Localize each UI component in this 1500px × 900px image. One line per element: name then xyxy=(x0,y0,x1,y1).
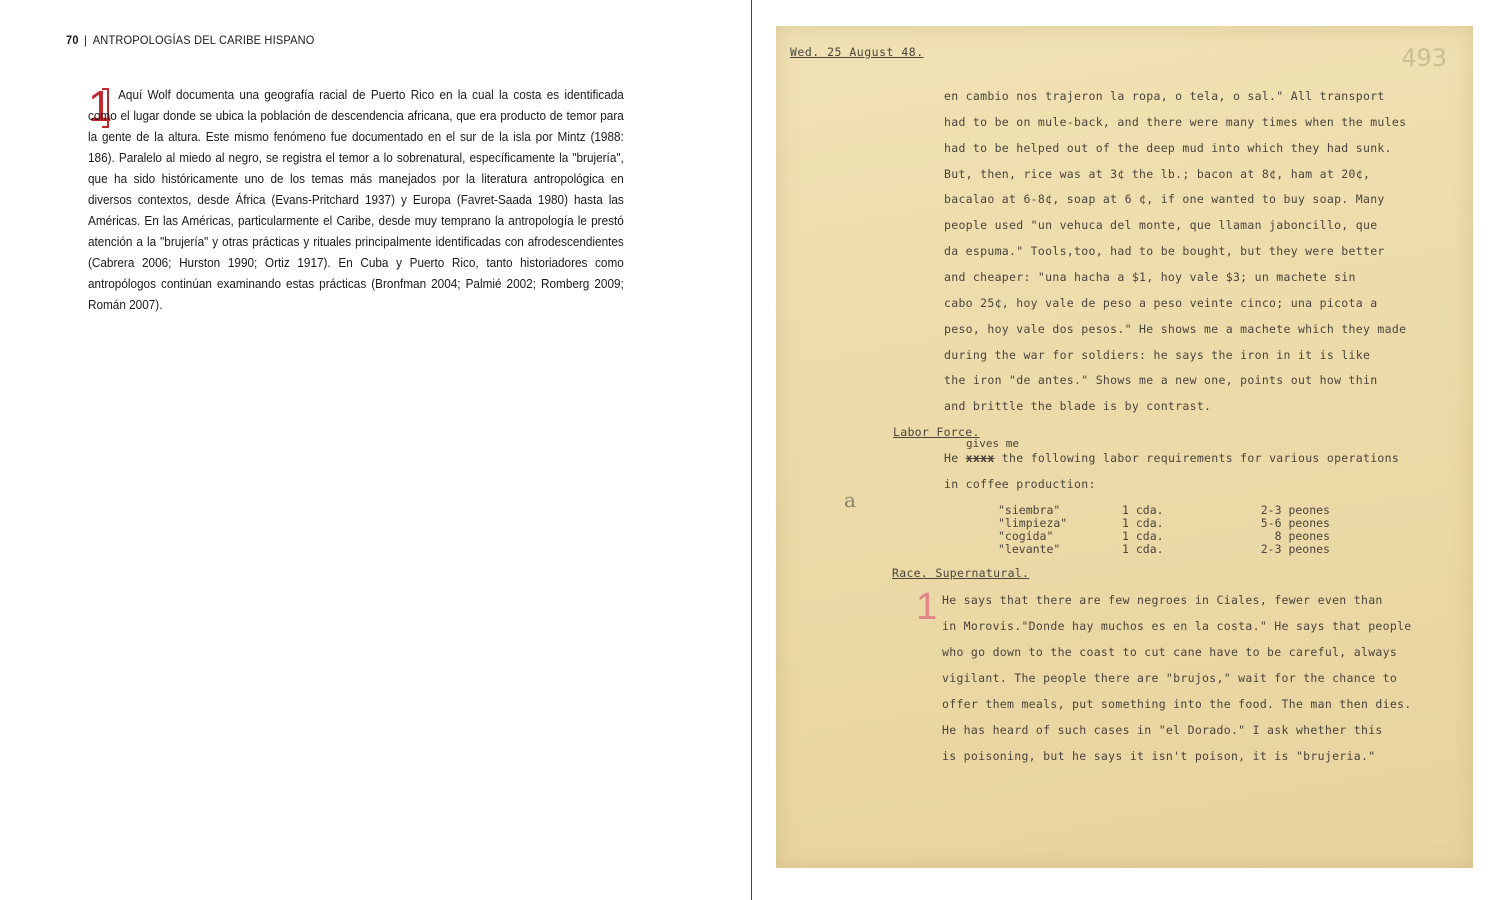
table-row: "levante" 1 cda. 2-3 peones xyxy=(998,542,1330,556)
text-line: in Morovis."Donde hay muchos es en la costa." He says that people xyxy=(942,619,1412,633)
text-line: had to be helped out of the deep mud into which they had sunk. xyxy=(944,141,1392,155)
text-line: bacalao at 6-8¢, soap at 6 ¢, if one wanted to buy soap. Many xyxy=(944,192,1385,206)
document-page-number: 493 xyxy=(1401,44,1447,72)
text-line: He says that there are few negroes in Ciales, fewer even than xyxy=(942,593,1383,607)
table-row: "cogida" 1 cda. 8 peones xyxy=(998,529,1330,543)
text-line: had to be on mule-back, and there were many times when the mules xyxy=(944,115,1407,129)
text-line: people used "un vehuca del monte, que llaman jaboncillo, que xyxy=(944,218,1378,232)
note-marker: 1 xyxy=(88,82,113,131)
table-row: "siembra" 1 cda. 2-3 peones xyxy=(998,503,1330,517)
page-number: 70 xyxy=(66,33,79,47)
text-line: da espuma." Tools,too, had to be bought, but they were better xyxy=(944,244,1385,258)
text-line: en cambio nos trajeron la ropa, o tela, o sal." All transport xyxy=(944,89,1385,103)
note-text: Aquí Wolf documenta una geografía racial de Puerto Rico en la cual la costa es identificada como el lugar donde se ubica la población de descendencia africana, que era producto de temor para la gente de la altura. Este mismo fenómeno fue documentado en el sur de la isla por Mintz (1988: 186). Paralelo al miedo al negro, se registra el temor a lo sobrenatural, específicamente la "brujería", que ha sido históricamente uno de los temas más manejados por la literatura antropológica en diversos contextos, desde África (Evans-Pritchard 1937) y Europa (Favret-Saada 1980) hasta las Américas. En las Américas, particularmente el Caribe, desde muy temprano la antropología le prestó atención a la "brujería" y otras prácticas y rituales principalmente identificadas con afrodescendientes (Cabrera 2006; Hurston 1990; Ortiz 1917). En Cuba y Puerto Rico, tanto historiadores como antropólogos continúan examinando estas prácticas (Bronfman 2004; Palmié 2002; Romberg 2009; Román 2007). xyxy=(88,88,624,312)
text-line: But, then, rice was at 3¢ the lb.; bacon at 8¢, ham at 20¢, xyxy=(944,167,1371,181)
text-line: vigilant. The people there are "brujos," wait for the chance to xyxy=(942,671,1398,685)
text-line: the iron "de antes." Shows me a new one, points out how thin xyxy=(944,373,1378,387)
text-line: cabo 25¢, hoy vale de peso a peso veinte cinco; una picota a xyxy=(944,296,1378,310)
text-line: He xxxx the following labor requirements for various operations xyxy=(944,451,1400,465)
labor-heading: Labor Force. xyxy=(893,425,980,439)
text-line: He has heard of such cases in "el Dorado." I ask whether this xyxy=(942,723,1383,737)
table-row: "limpieza" 1 cda. 5-6 peones xyxy=(998,516,1330,530)
interline-insertion: gives me xyxy=(966,437,1019,450)
text-line: and cheaper: "una hacha a $1, hoy vale $3; un machete sin xyxy=(944,270,1356,284)
book-spine xyxy=(751,0,752,900)
text-line: in coffee production: xyxy=(944,477,1096,491)
race-heading: Race. Supernatural. xyxy=(892,566,1030,580)
text-line: offer them meals, put something into the food. The man then dies. xyxy=(942,697,1412,711)
footnote-block xyxy=(88,82,624,316)
reference-marker: 1 xyxy=(916,586,938,628)
pencil-annotation: a xyxy=(844,488,856,512)
document-date: Wed. 25 August 48. xyxy=(790,45,924,59)
text-line: peso, hoy vale dos pesos." He shows me a machete which they made xyxy=(944,322,1407,336)
running-title: ANTROPOLOGÍAS DEL CARIBE HISPANO xyxy=(92,33,315,47)
text-line: is poisoning, but he says it isn't poison, it is "brujeria." xyxy=(942,749,1376,763)
header-separator: | xyxy=(84,33,88,47)
struck-text: xxxx xyxy=(965,451,995,465)
text-line: who go down to the coast to cut cane have to be careful, always xyxy=(942,645,1398,659)
running-header xyxy=(66,33,315,47)
labor-table xyxy=(998,504,1330,556)
text-line: and brittle the blade is by contrast. xyxy=(944,399,1212,413)
typescript-document xyxy=(776,26,1473,868)
text-line: during the war for soldiers: he says the iron in it is like xyxy=(944,348,1371,362)
